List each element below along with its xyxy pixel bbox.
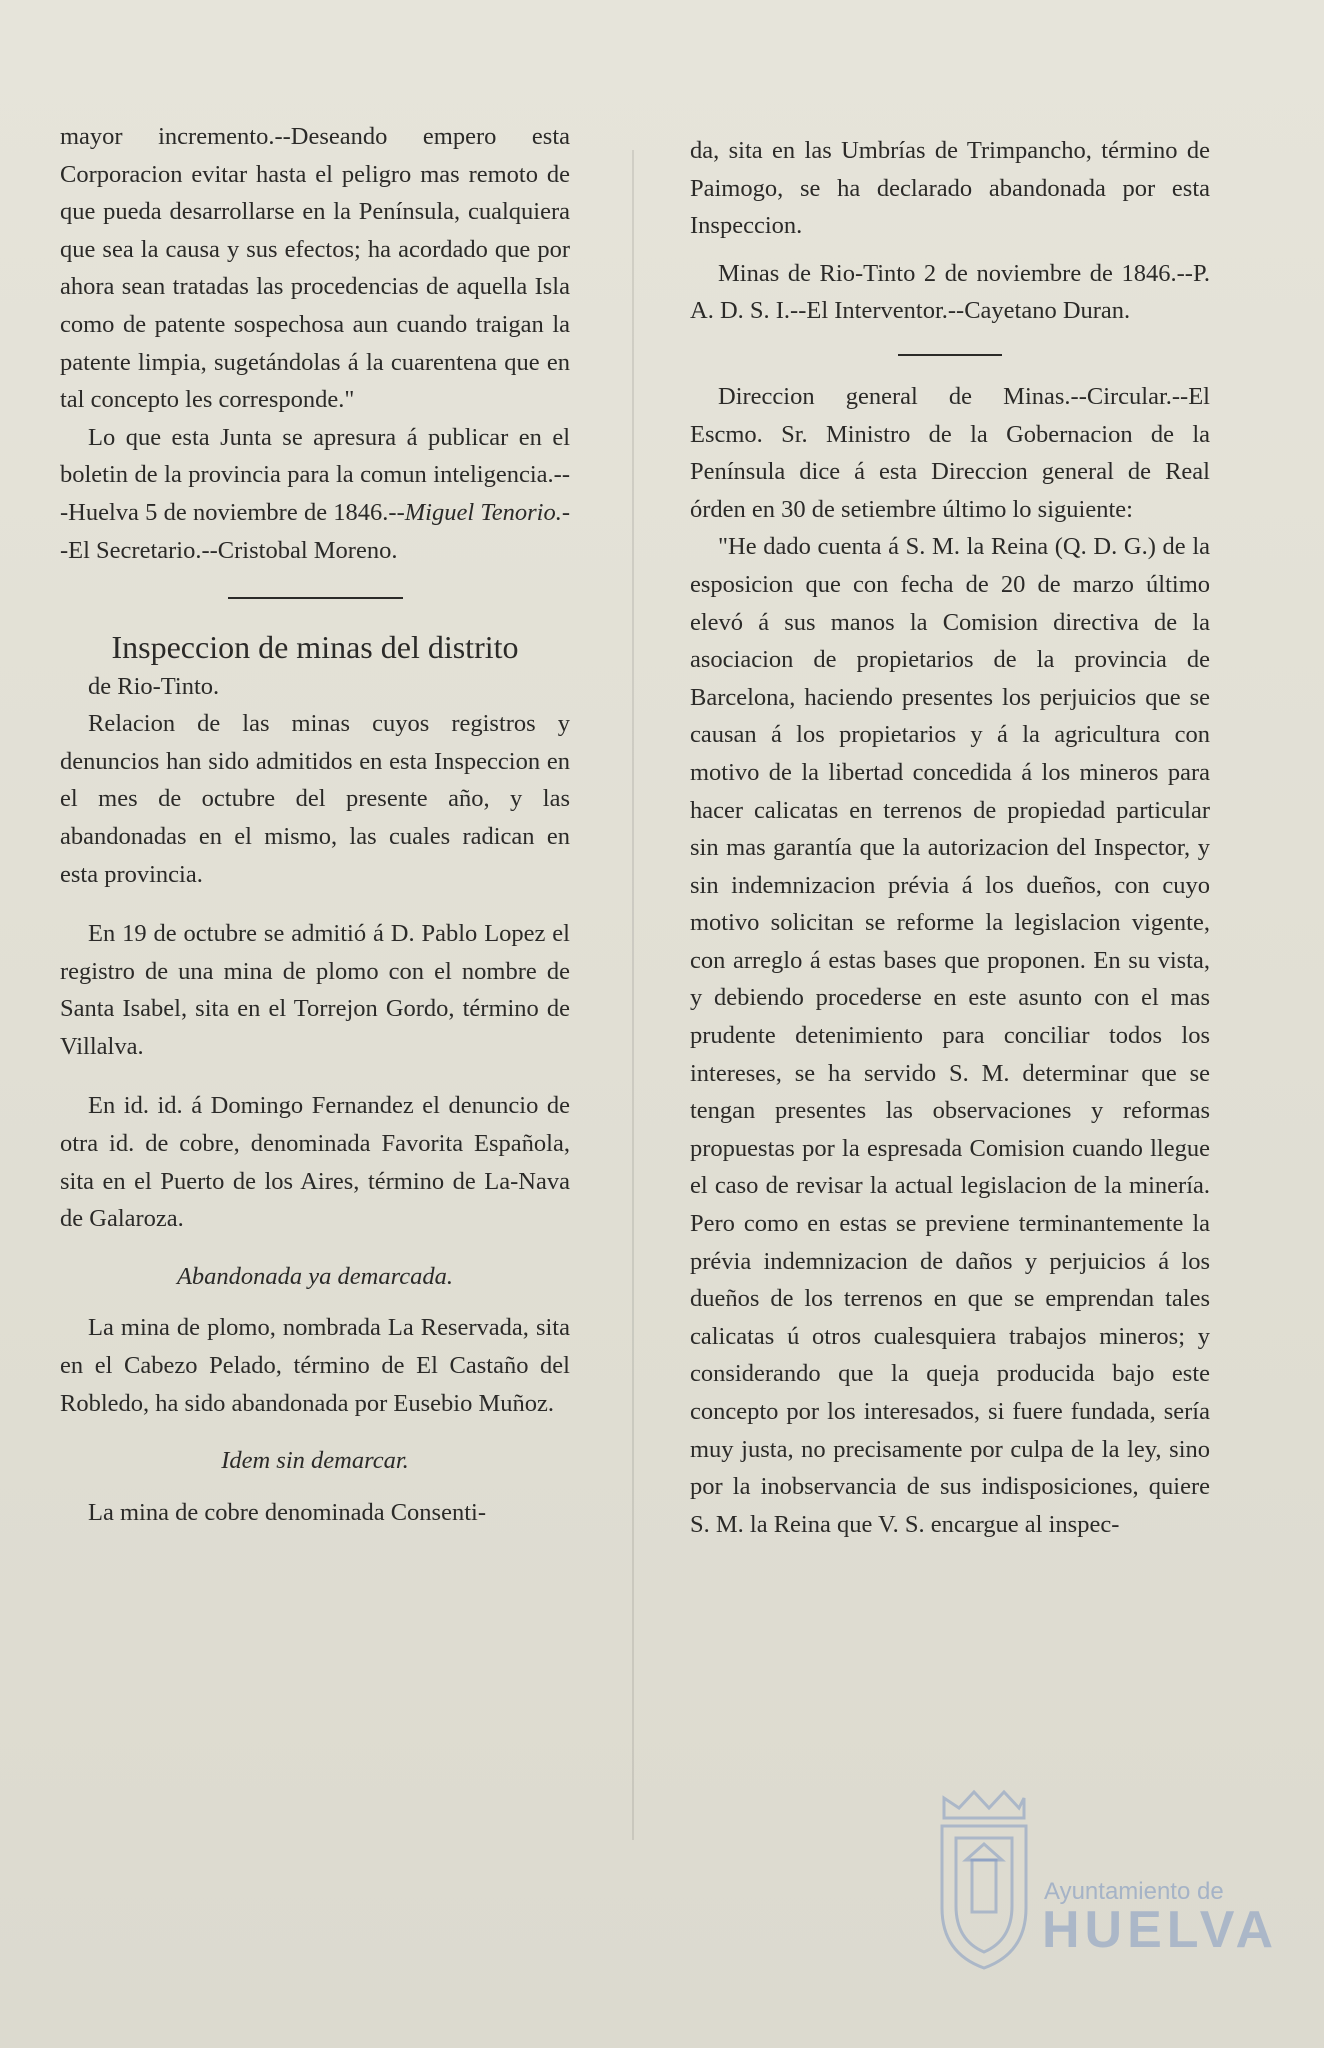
right-column: [690, 132, 1210, 1543]
section-subtitle: de Rio-Tinto.: [88, 673, 220, 701]
paragraph-consentida-end: da, sita en las Umbrías de Trimpancho, término de Paimogo, se ha declarado abandonada por esta Inspeccion.: [690, 137, 1210, 240]
section-title: Inspeccion de minas del distrito: [111, 629, 519, 666]
section-divider-rule: [228, 597, 403, 599]
heading-unmarked: Idem sin demarcar.: [221, 1447, 409, 1475]
coat-of-arms-icon: [924, 1778, 1044, 1978]
entry-santa-isabel: En 19 de octubre se admitió á D. Pablo Lopez el registro de una mina de plomo con el nombre de Santa Isabel, sita en el Torrejon Gordo, término de Villalva.: [60, 920, 570, 1060]
paragraph-circular-intro: Direccion general de Minas.--Circular.--El Escmo. Sr. Ministro de la Gobernacion de la Península dice á esta Direccion general de Real órden en 30 de setiembre último lo siguiente:: [690, 382, 1210, 523]
entry-la-reservada: La mina de plomo, nombrada La Reservada, sita en el Cabezo Pelado, término de El Castaño del Robledo, ha sido abandonada por Eusebio Muñoz.: [60, 1314, 570, 1417]
paragraph-junta-notice: [60, 419, 570, 569]
relacion-intro: Relacion de las minas cuyos registros y denuncios han sido admitidos en esta Inspeccion en el mes de octubre del presente año, y las abandonadas en el mismo, las cuales radican en esta provincia.: [60, 710, 570, 888]
section-divider-rule: [898, 354, 1002, 356]
junta-notice-text: Lo que esta Junta se apresura á publicar en el boletin de la provincia para la comun inteligencia.---Huelva 5 de noviembre de 1846.--: [60, 423, 570, 526]
paragraph-royal-order: "He dado cuenta á S. M. la Reina (Q. D. G.) de la esposicion que con fecha de 20 de marzo último elevó á sus manos la Comision directiva de la asociacion de propietarios de la provincia de Barcelona, haciendo presentes los perjuicios que se causan á los propietarios y á la agricultura con motivo de la libertad concedida á los mineros para hacer calicatas en terrenos de propiedad particular sin mas garantía que la autorizacion del Inspector, y sin indemnizacion prévia á los dueños, con cuyo motivo solicitan se reforme la legislacion vigente, con arreglo á estas bases que proponen. En su vista, y debiendo procederse en este asunto con el mas prudente detenimiento para conciliar todos los intereses, se ha servido S. M. determinar que se tengan presentes las observaciones y reformas propuestas por la espresada Comision cuando llegue el caso de revisar la actual legislacion de la minería. Pero como en estas se previene terminantemente la prévia indemnizacion de daños y perjuicios á los dueños de los terrenos en que se emprendan tales calicatas ú otros cualesquiera trabajos mineros; y considerando que la queja producida bajo este concepto por los interesados, si fuere fundada, sería muy justa, no precisamente por culpa de la ley, sino por la inobservancia de sus indisposiciones, quiere S. M. la Reina que V. S. encargue al inspec-: [690, 533, 1210, 1538]
column-divider: [632, 150, 634, 1840]
left-column: [60, 118, 570, 1531]
entry-consentida-start: La mina de cobre denominada Consenti-: [88, 1498, 486, 1526]
watermark-line2: HUELVA: [1042, 1901, 1279, 1959]
entry-favorita-espanola: En id. id. á Domingo Fernandez el denuncio de otra id. de cobre, denominada Favorita Española, sita en el Puerto de los Aires, término de La-Nava de Galaroza.: [60, 1092, 570, 1233]
paragraph-continuation: mayor incremento.--Deseando empero esta Corporacion evitar hasta el peligro mas remoto de que pueda desarrollarse en la Península, cualquiera que sea la causa y sus efectos; ha acordado que por ahora sean tratadas las procedencias de aquella Isla como de patente sospechosa aun cuando traigan la patente limpia, sugetándolas á la cuarentena que en tal concepto les corresponde.": [60, 123, 570, 414]
heading-abandoned-marked: Abandonada ya demarcada.: [176, 1262, 454, 1290]
watermark-stamp: [924, 1778, 1279, 1978]
secretary-signature: --El Secretario.--Cristobal Moreno.: [60, 498, 570, 564]
watermark-line1: Ayuntamiento de: [1044, 1878, 1224, 1905]
paragraph-rio-tinto-signature: Minas de Rio-Tinto 2 de noviembre de 1846.--P. A. D. S. I.--El Interventor.--Cayetano Duran.: [690, 259, 1210, 325]
signer-name: Miguel Tenorio.: [404, 498, 562, 526]
